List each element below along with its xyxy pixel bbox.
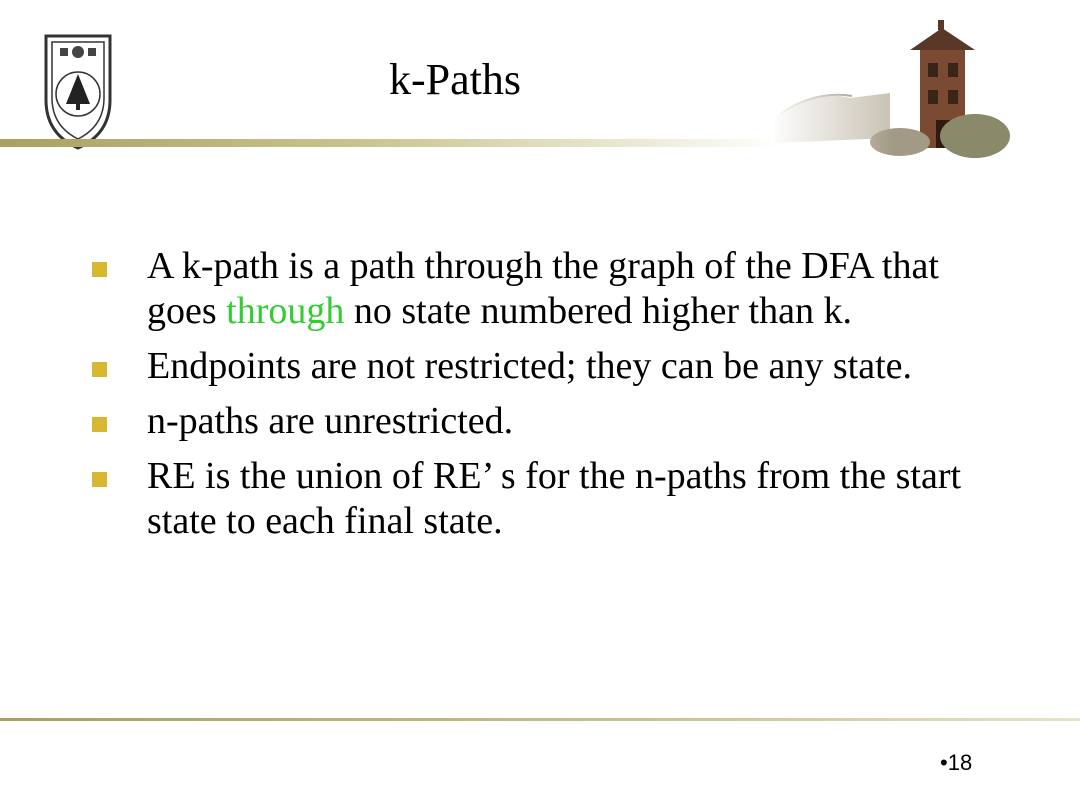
university-crest-icon: [40, 30, 116, 154]
bullet-text: Endpoints are not restricted; they can be any state.: [147, 345, 913, 387]
bullet-text-part: no state numbered higher than k.: [344, 290, 852, 332]
list-item: [92, 454, 992, 544]
list-item: [92, 244, 992, 334]
bullet-square-icon: [92, 417, 107, 432]
header-accent-bar: [0, 139, 780, 147]
building-tower-icon: [770, 18, 1015, 158]
list-item: [92, 399, 992, 444]
list-item: [92, 344, 992, 389]
page-number: •18: [940, 750, 973, 775]
bullet-text: [147, 244, 967, 334]
highlighted-word: through: [226, 290, 345, 332]
slide-title: k-Paths: [389, 55, 521, 104]
bullet-text: RE is the union of RE’ s for the n-paths from the start state to each final state.: [147, 455, 962, 542]
bullet-square-icon: [92, 472, 107, 487]
footer-divider: [0, 718, 1080, 721]
bullet-square-icon: [92, 262, 107, 277]
bullet-text-part: A k-path is a path through the graph of the DFA that goes: [147, 245, 939, 332]
bullet-text: n-paths are unrestricted.: [147, 400, 514, 442]
bullet-list: [92, 244, 992, 554]
bullet-square-icon: [92, 362, 107, 377]
